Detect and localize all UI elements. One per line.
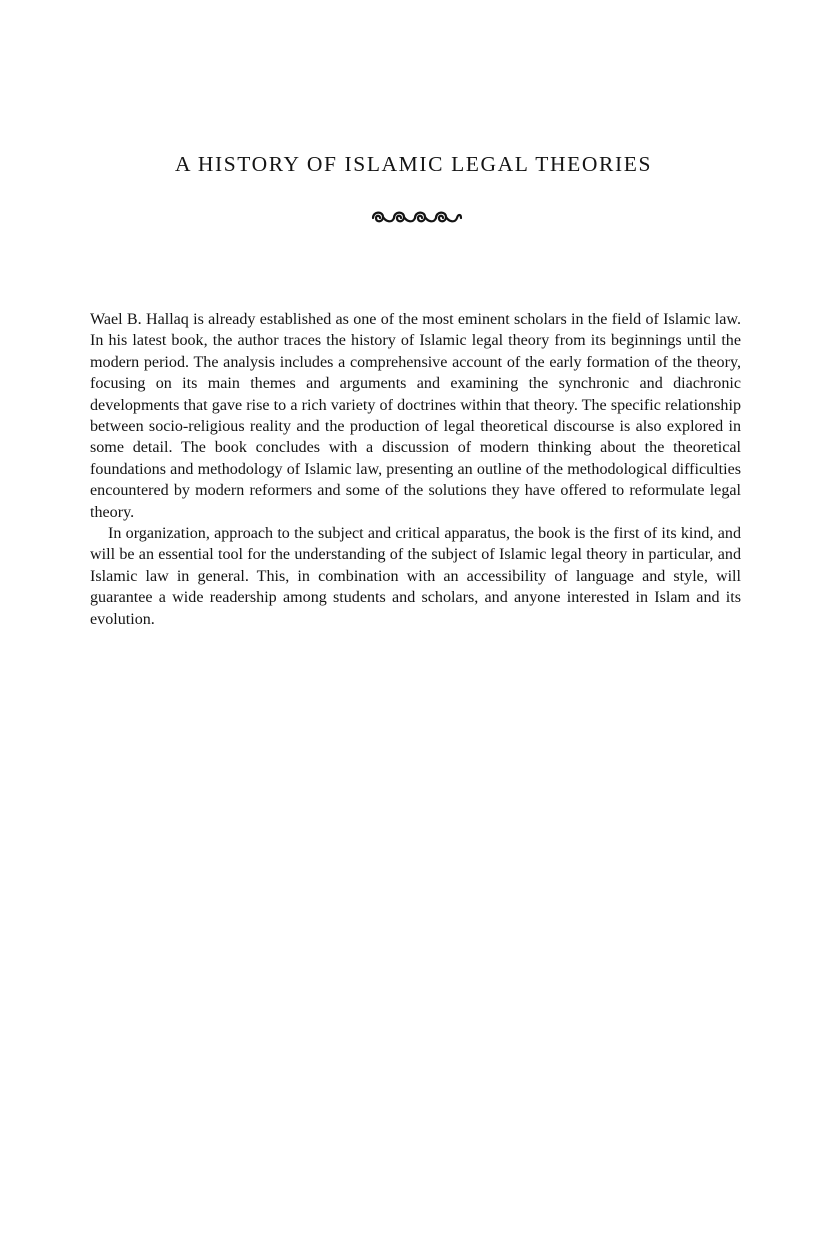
scroll-ornament-icon bbox=[370, 206, 464, 228]
description-paragraph-2: In organization, approach to the subject and critical apparatus, the book is the first of its kind, and will be an essential tool for the understanding of the subject of Islamic legal theory in particular, and Islamic law in general. This, in combination with an accessibility of language and style, will guarantee a wide readership among students and scholars, and anyone interested in Islam and its evolution. bbox=[90, 525, 741, 628]
book-description bbox=[90, 309, 741, 630]
page-title: A HISTORY OF ISLAMIC LEGAL THEORIES bbox=[174, 152, 653, 176]
description-paragraph-1: Wael B. Hallaq is already established as one of the most eminent scholars in the field of Islamic law. In his latest book, the author traces the history of Islamic legal theory from its beginnings until the modern period. The analysis includes a comprehensive account of the early formation of the theory, focusing on its main themes and arguments and examining the synchronic and diachronic developments that gave rise to a rich variety of doctrines within that theory. The specific relationship between socio-religious reality and the production of legal theoretical discourse is also explored in some detail. The book concludes with a discussion of modern thinking about the theoretical foundations and methodology of Islamic law, presenting an outline of the methodological difficulties encountered by modern reformers and some of the solutions they have offered to reformulate legal theory. bbox=[90, 311, 741, 521]
